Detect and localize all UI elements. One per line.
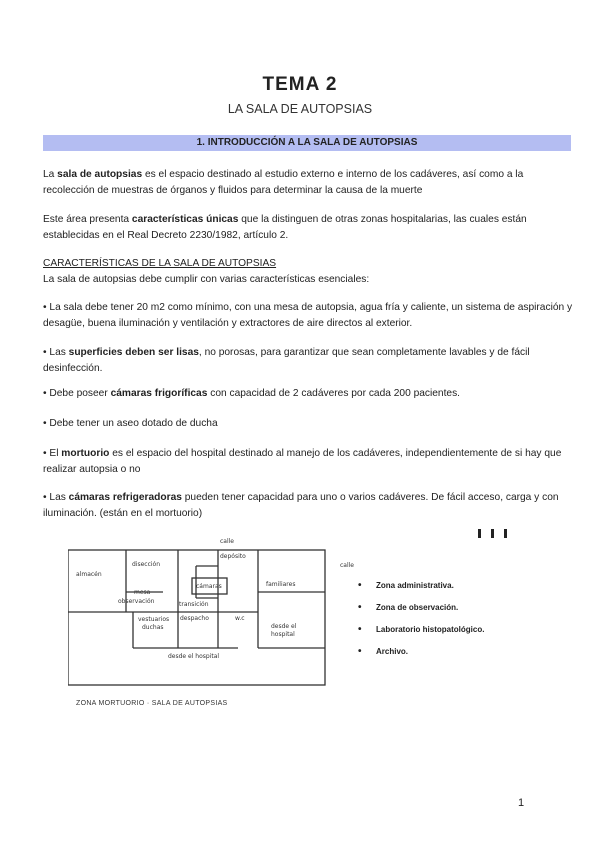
page-subtitle: LA SALA DE AUTOPSIAS bbox=[227, 102, 373, 116]
despacho-label: despacho bbox=[180, 615, 209, 622]
duchas-label: duchas bbox=[142, 624, 164, 631]
calle-right-label: calle bbox=[340, 562, 355, 569]
desde-hospital-bottom-label: desde el hospital bbox=[168, 653, 220, 660]
bold-text: cámaras refrigeradoras bbox=[68, 492, 182, 503]
legend-list bbox=[358, 581, 484, 669]
paragraph-requirements bbox=[43, 256, 573, 287]
bold-text: mortuorio bbox=[61, 448, 110, 459]
desde-hospital-label-2: hospital bbox=[271, 631, 295, 638]
text: • El bbox=[43, 448, 62, 459]
subheading: CARACTERÍSTICAS DE LA SALA DE AUTOPSIAS bbox=[43, 258, 277, 269]
text: • Las bbox=[43, 347, 69, 358]
camaras-label: cámaras bbox=[196, 583, 222, 590]
text: es el espacio del hospital destinado al manejo de los cadáveres, independientemente de si hay que realizar autopsia o no bbox=[43, 448, 562, 475]
legend-item: • Zona administrativa. bbox=[358, 581, 484, 603]
page-number: 1 bbox=[518, 797, 525, 809]
legend-item: • Archivo. bbox=[358, 647, 484, 669]
bullet-6 bbox=[43, 490, 573, 521]
legend-item: • Zona de observación. bbox=[358, 603, 484, 625]
transicion-label: transición bbox=[179, 601, 209, 608]
section-heading-band bbox=[43, 135, 571, 151]
bold-text: cámaras frigoríficas bbox=[110, 388, 208, 399]
text: La sala de autopsias debe cumplir con varias características esenciales: bbox=[43, 273, 370, 285]
bullet-1: • La sala debe tener 20 m2 como mínimo, con una mesa de autopsia, agua fría y caliente, un sistema de aspiración y desagüe, buena iluminación y ventilación y extractores de aire directos al exterior. bbox=[43, 302, 573, 329]
diagram-caption: ZONA MORTUORIO · SALA DE AUTOPSIAS bbox=[76, 700, 228, 707]
bold-text: características únicas bbox=[131, 214, 239, 225]
almacen-label: almacén bbox=[76, 571, 102, 578]
text: • Las bbox=[43, 492, 69, 503]
bold-text: sala de autopsias bbox=[57, 169, 143, 180]
wc-label: w.c bbox=[235, 615, 245, 622]
calle-top-label: calle bbox=[220, 538, 235, 545]
floor-plan-diagram bbox=[68, 536, 353, 694]
deposito-label: depósito bbox=[220, 553, 246, 560]
bullet-3 bbox=[43, 386, 573, 402]
text: es el espacio destinado al estudio externo e interno de los cadáveres, así como a la recolección de muestras de órganos y fluidos para determinar la causa de la muerte bbox=[43, 169, 524, 196]
text: La bbox=[43, 169, 58, 180]
paragraph-characteristics bbox=[43, 212, 573, 243]
paragraph-intro bbox=[43, 167, 573, 198]
section-heading: 1. INTRODUCCIÓN A LA SALA DE AUTOPSIAS bbox=[196, 137, 418, 148]
familiares-label: familiares bbox=[266, 581, 296, 588]
text: • Debe poseer bbox=[43, 388, 111, 399]
bullet-4: • Debe tener un aseo dotado de ducha bbox=[43, 418, 218, 429]
text: pueden tener capacidad para uno o varios cadáveres. De fácil acceso, carga y con iluminación. (están en el mortuorio) bbox=[43, 492, 559, 519]
bullet-2 bbox=[43, 345, 573, 376]
vestuarios-label: vestuarios bbox=[138, 616, 170, 623]
text: Este área presenta bbox=[43, 214, 132, 225]
text: con capacidad de 2 cadáveres por cada 200 pacientes. bbox=[207, 388, 461, 399]
bars-icon bbox=[478, 525, 517, 543]
bold-text: superficies deben ser lisas bbox=[68, 347, 199, 358]
text: , no porosas, para garantizar que sean completamente lavables y de fácil desinfección. bbox=[43, 347, 530, 374]
legend-item: • Laboratorio histopatológico. bbox=[358, 625, 484, 647]
desde-hospital-label-1: desde el bbox=[271, 623, 297, 630]
page-title: TEMA 2 bbox=[262, 74, 338, 95]
mesa-label: mesa bbox=[134, 589, 151, 596]
bullet-5 bbox=[43, 446, 573, 477]
text: que la distinguen de otras zonas hospitalarias, las cuales están establecidas en el Real Decreto 2230/1982, artículo 2. bbox=[43, 214, 527, 241]
diseccion-label: disección bbox=[132, 561, 161, 568]
observacion-label: observación bbox=[118, 598, 155, 605]
